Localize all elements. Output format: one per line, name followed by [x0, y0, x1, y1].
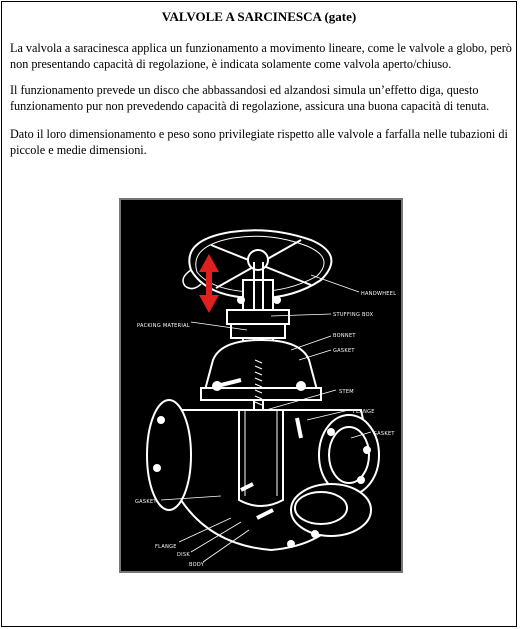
label-packing-material: PACKING MATERIAL	[137, 323, 190, 329]
label-gasket-right: GASKET	[373, 431, 395, 437]
page-title: VALVOLE A SARCINESCA (gate)	[161, 9, 357, 24]
paragraph-operation: Il funzionamento prevede un disco che abbassandosi ed alzandosi simula un’effetto diga, questo funzionamento pur non prevedendo capacità di regolazione, assicura una buona capacità di tenuta.	[10, 83, 490, 113]
label-body: BODY	[189, 562, 205, 568]
label-stem: STEM	[339, 389, 354, 395]
label-flange-bottom: FLANGE	[155, 544, 177, 550]
gate-valve-illustration	[119, 198, 403, 573]
paragraph-usage: Dato il loro dimensionamento e peso sono privilegiate rispetto alle valvole a farfalla nelle tubazioni di piccole e medie dimensioni.	[10, 127, 508, 157]
label-gasket-left: GASKET	[135, 499, 157, 505]
gate-valve-drawing	[121, 200, 401, 571]
label-flange-right: FLANGE	[353, 409, 375, 415]
label-disk: DISK	[177, 552, 190, 558]
document-page	[1, 1, 517, 627]
paragraph-intro: La valvola a saracinesca applica un funzionamento a movimento lineare, come le valvole a globo, però non presentando capacità di regolazione, è indicata solamente come valvola aperto/chiuso.	[10, 41, 512, 71]
label-bonnet: BONNET	[333, 333, 356, 339]
label-gasket-top: GASKET	[333, 348, 355, 354]
label-handwheel: HANDWHEEL	[361, 291, 397, 297]
label-stuffing-box: STUFFING BOX	[333, 312, 374, 318]
